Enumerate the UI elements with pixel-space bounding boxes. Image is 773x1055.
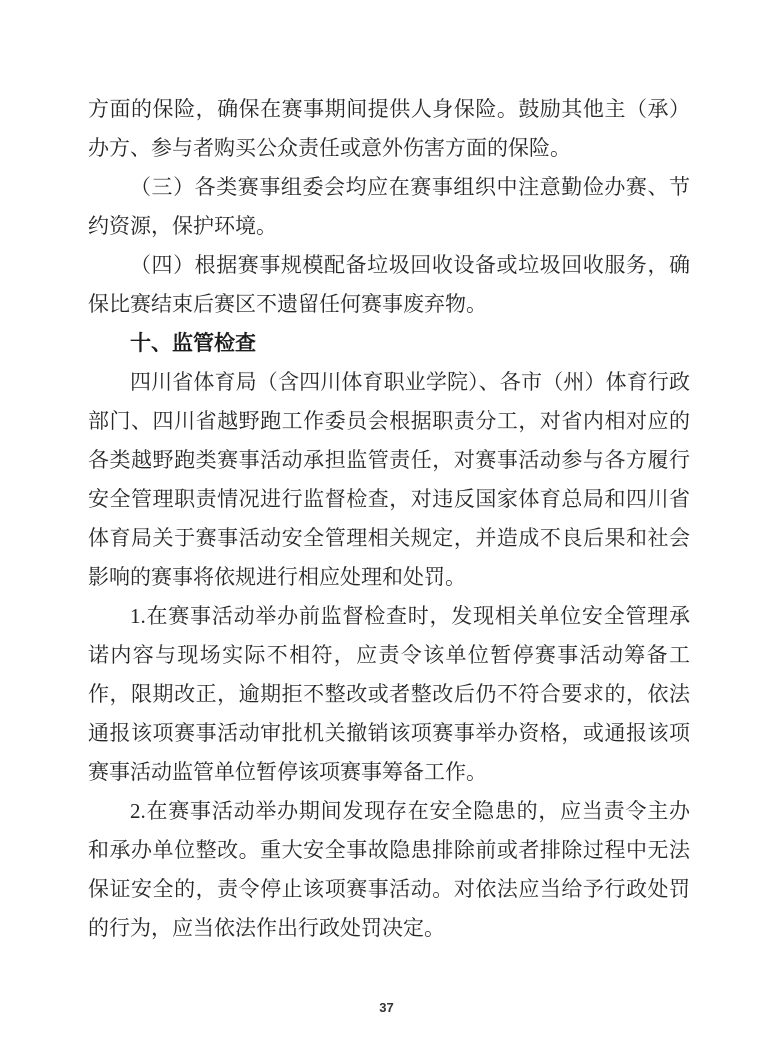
section-heading-supervision: 十、监管检查 (130, 332, 256, 355)
page-body (88, 90, 690, 948)
paragraph-supervision-overview: 四川省体育局（含四川体育职业学院）、各市（州）体育行政部门、四川省越野跑工作委员会根据职责分工，对省内相对应的各类越野跑类赛事活动承担监管责任，对赛事活动参与各方履行安全管理职责情况进行监督检查，对违反国家体育总局和四川省体育局关于赛事活动安全管理相关规定，并造成不良后果和社会影响的赛事将依规进行相应处理和处罚。 (88, 370, 690, 589)
paragraph-point-1: 1.在赛事活动举办前监督检查时，发现相关单位安全管理承诺内容与现场实际不相符，应责令该单位暂停赛事活动筹备工作，限期改正，逾期拒不整改或者整改后仍不符合要求的，依法通报该项赛事活动审批机关撤销该项赛事举办资格，或通报该项赛事活动监管单位暂停该项赛事筹备工作。 (88, 604, 690, 784)
paragraph-item-three: （三）各类赛事组委会均应在赛事组织中注意勤俭办赛、节约资源，保护环境。 (88, 175, 690, 238)
paragraph-item-four: （四）根据赛事规模配备垃圾回收设备或垃圾回收服务，确保比赛结束后赛区不遗留任何赛事废弃物。 (88, 253, 690, 316)
page-number: 37 (379, 1000, 394, 1015)
paragraph-insurance-continuation: 方面的保险，确保在赛事期间提供人身保险。鼓励其他主（承）办方、参与者购买公众责任或意外伤害方面的保险。 (88, 97, 690, 160)
paragraph-point-2: 2.在赛事活动举办期间发现存在安全隐患的，应当责令主办和承办单位整改。重大安全事故隐患排除前或者排除过程中无法保证安全的，责令停止该项赛事活动。对依法应当给予行政处罚的行为，应当依法作出行政处罚决定。 (88, 799, 690, 940)
